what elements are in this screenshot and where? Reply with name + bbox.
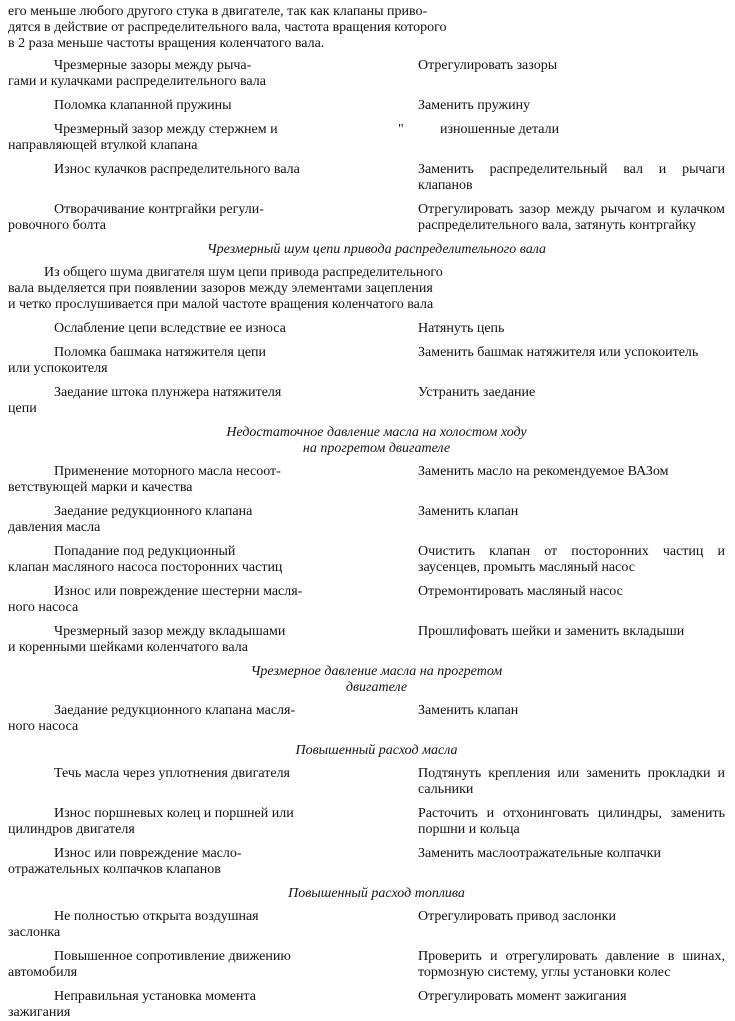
fault-row (8, 584, 725, 616)
intro-line: его меньше любого другого стука в двигателе, так как клапаны приво- (8, 4, 428, 19)
fault-row (8, 122, 725, 154)
fault-cause: Течь масла через уплотнения двигателя (54, 766, 290, 781)
section-chain-noise (8, 321, 725, 417)
fault-remedy: Устранить заедание (418, 385, 536, 400)
fault-remedy: Отрегулировать зазоры (418, 58, 558, 73)
fault-remedy: Отремонтировать масляный насос (418, 584, 623, 599)
intro-paragraph (8, 4, 725, 52)
chain-paragraph: Из общего шума двигателя шум цепи привода распределительного вала выделяется при появлении зазоров между элементами зацепления и четко прослушивается при малой частоте вращения коленчатого вала (8, 265, 443, 312)
fault-cause: Повышенное сопротивление движению автомобиля (8, 949, 291, 980)
fault-remedy: Заменить маслоотражательные колпачки (418, 846, 661, 861)
fault-row (8, 806, 725, 838)
section-heading: Повышенный расход топлива (288, 886, 465, 901)
fault-remedy: Заменить клапан (418, 703, 519, 718)
fault-remedy: Очистить клапан от посторонних частиц и заусенцев, промыть масляный насос (418, 544, 725, 575)
section-valve-knock (8, 58, 725, 234)
section-fuel-consumption (8, 909, 725, 1021)
fault-cause: Попадание под редукционный клапан масляного насоса посторонних частиц (8, 544, 283, 575)
fault-remedy: Заменить башмак натяжителя или успокоитель (418, 345, 699, 360)
fault-cause: Чрезмерный зазор между вкладышами и коренными шейками коленчатого вала (8, 624, 286, 655)
fault-remedy: Отрегулировать момент зажигания (418, 989, 627, 1004)
section-high-oil-pressure (8, 703, 725, 735)
fault-row (8, 909, 725, 941)
fault-row (8, 989, 725, 1021)
fault-remedy: Прошлифовать шейки и заменить вкладыши (418, 624, 685, 639)
fault-cause: Не полностью открыта воздушная заслонка (8, 909, 259, 940)
fault-cause: Заедание штока плунжера натяжителя цепи (8, 385, 282, 416)
section-heading: Повышенный расход масла (295, 743, 458, 758)
fault-row (8, 703, 725, 735)
fault-cause: Износ или повреждение шестерни масля- ного насоса (8, 584, 303, 615)
ditto-mark: " (398, 122, 404, 137)
fault-cause: Заедание редукционного клапана масля- ного насоса (8, 703, 296, 734)
fault-row (8, 162, 725, 194)
fault-row (8, 385, 725, 417)
fault-row (8, 464, 725, 496)
fault-cause: Ослабление цепи вследствие ее износа (54, 321, 286, 336)
section-heading: Недостаточное давление масла на холостом ходу на прогретом двигателе (226, 425, 527, 456)
fault-remedy: Заменить масло на рекомендуемое ВАЗом (418, 464, 669, 479)
fault-row (8, 202, 725, 234)
fault-cause: Чрезмерные зазоры между рыча- гами и кулачками распределительного вала (8, 58, 266, 89)
fault-remedy: Расточить и отхонинговать цилиндры, заменить поршни и кольца (418, 806, 725, 837)
fault-row (8, 766, 725, 798)
fault-cause: Поломка клапанной пружины (54, 98, 232, 113)
fault-cause: Неправильная установка момента зажигания (8, 989, 256, 1020)
fault-row (8, 345, 725, 377)
fault-remedy: Заменить распределительный вал и рычаги клапанов (418, 162, 725, 193)
fault-cause: Отворачивание контргайки регули- ровочного болта (8, 202, 264, 233)
section-heading: Чрезмерный шум цепи привода распределительного вала (206, 242, 546, 257)
section-heading: Чрезмерное давление масла на прогретом двигателе (250, 664, 503, 695)
fault-cause: Износ или повреждение масло- отражательных колпачков клапанов (8, 846, 242, 877)
fault-remedy: Подтянуть крепления или заменить прокладки и сальники (418, 766, 725, 797)
fault-cause: Износ кулачков распределительного вала (54, 162, 300, 177)
intro-line: дятся в действие от распределительного вала, частота вращения которого (8, 20, 447, 35)
fault-row (8, 846, 725, 878)
fault-remedy: Отрегулировать привод заслонки (418, 909, 616, 924)
fault-remedy: Заменить клапан (418, 504, 519, 519)
fault-cause: Поломка башмака натяжителя цепи или успокоителя (8, 345, 267, 376)
fault-row (8, 504, 725, 536)
fault-cause: Износ поршневых колец и поршней или цилиндров двигателя (8, 806, 294, 837)
fault-row (8, 544, 725, 576)
fault-remedy: Отрегулировать зазор между рычагом и кулачком распределительного вала, затянуть контргайку (418, 202, 725, 233)
fault-remedy: Натянуть цепь (418, 321, 505, 336)
fault-row (8, 58, 725, 90)
section-low-oil-pressure (8, 464, 725, 656)
fault-cause: Заедание редукционного клапана давления масла (8, 504, 253, 535)
fault-remedy: Заменить пружину (418, 98, 531, 113)
section-oil-consumption (8, 766, 725, 878)
intro-line: в 2 раза меньше частоты вращения коленчатого вала. (8, 36, 325, 51)
fault-cause: Применение моторного масла несоот- ветствующей марки и качества (8, 464, 281, 495)
fault-cause: Чрезмерный зазор между стержнем и направляющей втулкой клапана (8, 122, 278, 153)
fault-row (8, 321, 725, 337)
fault-row (8, 624, 725, 656)
fault-remedy: Проверить и отрегулировать давление в шинах, тормозную систему, углы установки колес (418, 949, 725, 980)
fault-row (8, 98, 725, 114)
fault-remedy: " изношенные детали (398, 122, 560, 137)
fault-row (8, 949, 725, 981)
